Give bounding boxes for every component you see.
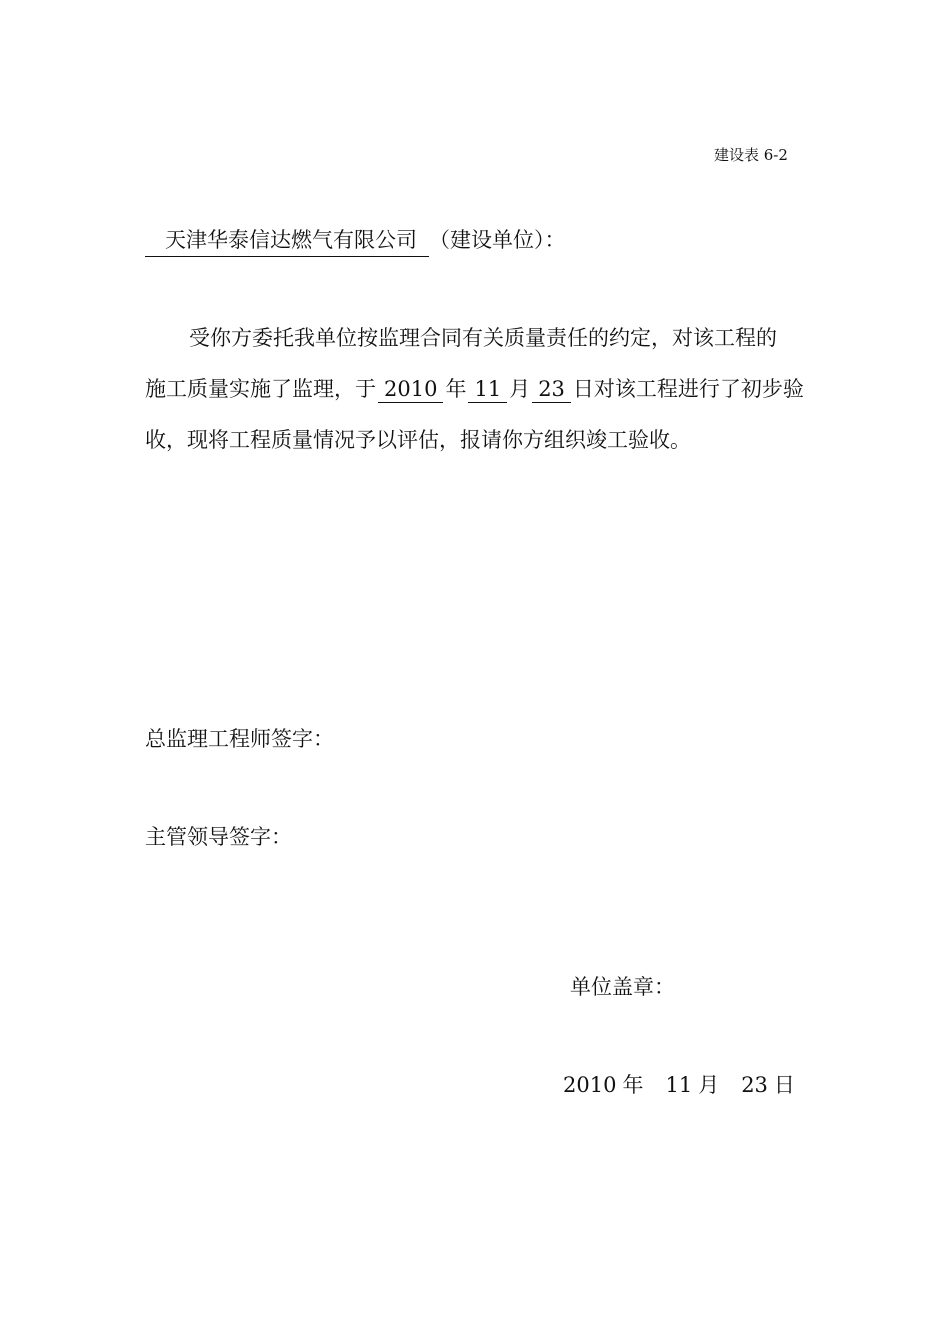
inspection-month: 11 <box>468 377 507 403</box>
date-year-unit: 年 <box>622 1073 644 1097</box>
date-year: 2010 <box>563 1073 617 1097</box>
addressee-suffix: （建设单位）： <box>429 228 566 252</box>
date-month: 11 <box>665 1073 693 1097</box>
body-line-2-prefix: 施工质量实施了监理，于 <box>145 377 376 401</box>
date-day-unit: 日 <box>773 1073 795 1097</box>
chief-engineer-signature-label: 总监理工程师签字： <box>145 727 334 751</box>
seal-label: 单位盖章： <box>570 975 675 999</box>
inspection-day: 23 <box>532 377 571 403</box>
inspection-year-unit: 年 <box>445 377 467 401</box>
body-line-2-suffix: 日对该工程进行了初步验 <box>572 377 804 401</box>
addressee-line <box>145 224 566 257</box>
signing-date <box>563 1069 801 1099</box>
leader-signature-label: 主管领导签字： <box>145 825 292 849</box>
addressee-company: 天津华泰信达燃气有限公司 <box>145 224 429 257</box>
body-line-2 <box>145 373 804 403</box>
form-code: 建设表 6-2 <box>714 146 788 164</box>
date-day: 23 <box>741 1073 768 1097</box>
body-line-3: 收，现将工程质量情况予以评估，报请你方组织竣工验收。 <box>145 428 691 452</box>
date-month-unit: 月 <box>698 1073 720 1097</box>
inspection-month-unit: 月 <box>509 377 531 401</box>
inspection-year: 2010 <box>378 377 443 403</box>
body-line-1: 受你方委托我单位按监理合同有关质量责任的约定，对该工程的 <box>189 326 777 350</box>
